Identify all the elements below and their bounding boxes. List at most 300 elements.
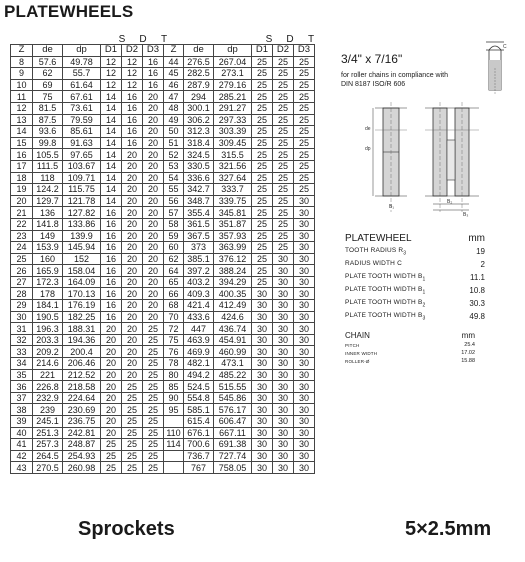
table-cell: 494.2	[184, 369, 214, 381]
table-cell: 385.1	[184, 253, 214, 265]
table-cell: 20	[143, 137, 164, 149]
table-cell: 20	[122, 323, 143, 335]
table-cell: 251.3	[33, 427, 63, 439]
table-cell: 736.7	[184, 450, 214, 462]
table-cell: 14	[101, 137, 122, 149]
table-cell: 212.52	[63, 369, 101, 381]
table-row	[11, 439, 315, 451]
table-cell: 25	[273, 184, 294, 196]
table-cell: 16	[122, 114, 143, 126]
table-cell: 25	[122, 416, 143, 428]
table-cell: 30	[252, 288, 273, 300]
svg-text:C: C	[503, 44, 507, 50]
table-cell: 110	[164, 427, 184, 439]
spec-label-text: TOOTH RADIUS R	[345, 246, 404, 254]
table-cell: 30	[252, 311, 273, 323]
col-header: de	[33, 45, 63, 57]
spec-label	[345, 286, 425, 295]
table-cell: 20	[122, 218, 143, 230]
table-cell: 85	[164, 381, 184, 393]
table-cell: 285.21	[214, 91, 252, 103]
table-cell: 49.78	[63, 56, 101, 68]
table-cell: 230.69	[63, 404, 101, 416]
table-row	[11, 126, 315, 138]
table-cell: 25	[273, 195, 294, 207]
table-cell: 30	[294, 253, 315, 265]
table-cell: 25	[143, 416, 164, 428]
table-cell: 20	[101, 392, 122, 404]
table-cell: 20	[143, 160, 164, 172]
table-cell: 767	[184, 462, 214, 474]
spec-label	[345, 260, 402, 269]
table-cell: 318.4	[184, 137, 214, 149]
table-cell: 20	[122, 311, 143, 323]
table-cell: 433.6	[184, 311, 214, 323]
table-cell: 25	[101, 462, 122, 474]
svg-text:de: de	[365, 126, 371, 132]
table-cell: 178	[33, 288, 63, 300]
table-cell: 25	[252, 242, 273, 254]
table-cell: 482.1	[184, 358, 214, 370]
table-cell: 194.36	[63, 334, 101, 346]
table-cell: 10	[11, 79, 33, 91]
table-cell: 25	[273, 149, 294, 161]
table-cell: 30	[294, 381, 315, 393]
table-header-row	[11, 45, 315, 57]
table-cell: 12	[11, 102, 33, 114]
table-cell: 141.8	[33, 218, 63, 230]
spec-label-text: RADIUS WIDTH C	[345, 259, 402, 267]
standard-description-line: for roller chains in compliance with	[341, 72, 448, 79]
table-cell: 30	[252, 346, 273, 358]
table-cell: 70	[164, 311, 184, 323]
table-cell: 236.75	[63, 416, 101, 428]
table-cell: 11	[11, 91, 33, 103]
table-cell: 30	[252, 416, 273, 428]
table-cell: 136	[33, 207, 63, 219]
table-row	[11, 172, 315, 184]
table-cell: 16	[11, 149, 33, 161]
table-cell: 30	[294, 311, 315, 323]
table-cell: 615.4	[184, 416, 214, 428]
table-cell: 30	[252, 439, 273, 451]
table-cell: 279.16	[214, 79, 252, 91]
table-cell: 40	[11, 427, 33, 439]
table-cell: 25	[143, 450, 164, 462]
table-cell: 30	[273, 334, 294, 346]
table-cell: 16	[122, 102, 143, 114]
table-cell: 351.87	[214, 218, 252, 230]
table-cell: 16	[101, 265, 122, 277]
table-cell: 18	[11, 172, 33, 184]
table-cell: 16	[101, 218, 122, 230]
table-cell: 30	[252, 358, 273, 370]
table-row	[11, 91, 315, 103]
table-cell: 20	[143, 207, 164, 219]
table-row	[11, 149, 315, 161]
table-cell: 576.17	[214, 404, 252, 416]
table-cell: 20	[122, 149, 143, 161]
spec-label-subscript: 3	[422, 315, 426, 322]
table-cell: 203.3	[33, 334, 63, 346]
table-cell: 727.74	[214, 450, 252, 462]
table-cell: 20	[101, 346, 122, 358]
table-cell: 25	[122, 392, 143, 404]
table-cell: 20	[101, 369, 122, 381]
table-cell: 242.81	[63, 427, 101, 439]
table-cell: 172.3	[33, 276, 63, 288]
platewheel-dimension-table	[10, 44, 315, 474]
table-row	[11, 230, 315, 242]
spec-label	[345, 273, 425, 282]
table-row	[11, 184, 315, 196]
table-cell: 25	[252, 102, 273, 114]
table-cell: 25	[252, 91, 273, 103]
table-cell: 25	[273, 242, 294, 254]
table-cell: 30	[294, 450, 315, 462]
table-cell: 64	[164, 265, 184, 277]
spec-label: PITCH	[345, 342, 360, 348]
table-row	[11, 114, 315, 126]
table-row	[11, 404, 315, 416]
table-cell: 49	[164, 114, 184, 126]
table-cell: 20	[122, 172, 143, 184]
table-cell: 30	[294, 276, 315, 288]
table-cell: 14	[101, 172, 122, 184]
double-sprocket-section	[425, 102, 479, 218]
table-cell: 16	[122, 91, 143, 103]
table-cell: 20	[122, 358, 143, 370]
table-cell: 24	[11, 242, 33, 254]
table-cell: 321.56	[214, 160, 252, 172]
table-cell: 25	[273, 126, 294, 138]
table-cell: 30	[294, 334, 315, 346]
table-cell: 257.3	[33, 439, 63, 451]
table-cell: 87.5	[33, 114, 63, 126]
col-header: dp	[214, 45, 252, 57]
table-cell: 20	[122, 334, 143, 346]
table-cell: 152	[63, 253, 101, 265]
table-cell: 118	[33, 172, 63, 184]
table-cell: 25	[101, 450, 122, 462]
table-row	[11, 137, 315, 149]
table-cell: 20	[122, 346, 143, 358]
table-cell: 294	[184, 91, 214, 103]
table-cell: 43	[11, 462, 33, 474]
platewheel-spec-row	[345, 284, 485, 297]
table-cell: 667.11	[214, 427, 252, 439]
spec-value: 17.02	[461, 350, 475, 356]
table-cell: 25	[252, 56, 273, 68]
table-cell: 30	[252, 381, 273, 393]
table-cell: 25	[273, 207, 294, 219]
col-header: D2	[122, 45, 143, 57]
standard-description	[341, 71, 481, 89]
table-cell: 79.59	[63, 114, 101, 126]
spec-value: 19	[476, 247, 485, 256]
spec-label	[345, 312, 425, 321]
table-cell: 282.5	[184, 68, 214, 80]
table-row	[11, 450, 315, 462]
table-cell: 454.91	[214, 334, 252, 346]
table-cell: 25	[273, 102, 294, 114]
table-cell: 25	[143, 439, 164, 451]
single-sprocket-section	[365, 102, 407, 212]
table-cell: 30	[273, 404, 294, 416]
table-cell: 25	[294, 137, 315, 149]
table-cell: 30	[252, 462, 273, 474]
spec-label-text: PLATE TOOTH WIDTH B	[345, 285, 423, 293]
table-cell: 214.6	[33, 358, 63, 370]
table-cell: 20	[143, 218, 164, 230]
table-cell: 20	[122, 253, 143, 265]
chain-size-heading: 3/4" x 7/16"	[341, 52, 403, 66]
table-cell: 287.9	[184, 79, 214, 91]
table-row	[11, 300, 315, 312]
table-cell: 336.6	[184, 172, 214, 184]
table-cell: 30	[273, 450, 294, 462]
table-cell: 25	[294, 114, 315, 126]
table-cell: 127.82	[63, 207, 101, 219]
table-cell: 51	[164, 137, 184, 149]
table-cell: 30	[252, 404, 273, 416]
table-cell: 291.27	[214, 102, 252, 114]
table-cell: 30	[273, 323, 294, 335]
table-cell: 190.5	[33, 311, 63, 323]
table-row	[11, 416, 315, 428]
table-cell: 20	[101, 416, 122, 428]
table-cell: 25	[294, 68, 315, 80]
table-cell: 21	[11, 207, 33, 219]
spec-label: ROLLER-Ø	[345, 358, 370, 364]
table-cell: 111.5	[33, 160, 63, 172]
table-cell: 330.5	[184, 160, 214, 172]
table-cell: 25	[252, 184, 273, 196]
table-cell: 25	[294, 172, 315, 184]
table-cell: 90	[164, 392, 184, 404]
table-cell: 165.9	[33, 265, 63, 277]
table-cell: 339.75	[214, 195, 252, 207]
chain-spec-list	[345, 330, 475, 365]
table-cell: 20	[143, 184, 164, 196]
table-cell: 61.64	[63, 79, 101, 91]
table-cell: 25	[252, 230, 273, 242]
table-cell: 52	[164, 149, 184, 161]
table-cell: 12	[122, 68, 143, 80]
spec-label-text: PLATE TOOTH WIDTH B	[345, 311, 423, 319]
table-cell: 20	[143, 102, 164, 114]
table-cell: 16	[101, 242, 122, 254]
sdt-label-t: T	[160, 34, 168, 45]
table-cell: 16	[101, 300, 122, 312]
spec-value: 11.1	[470, 273, 485, 282]
table-cell: 28	[11, 288, 33, 300]
table-cell: 485.22	[214, 369, 252, 381]
table-cell: 12	[122, 79, 143, 91]
table-cell: 25	[252, 195, 273, 207]
table-row	[11, 358, 315, 370]
table-cell: 25	[294, 160, 315, 172]
table-row	[11, 207, 315, 219]
table-cell: 14	[101, 149, 122, 161]
table-cell: 25	[273, 137, 294, 149]
table-cell: 25	[143, 358, 164, 370]
table-cell: 25	[122, 381, 143, 393]
sdt-label-s: S	[265, 34, 273, 45]
spec-value: 15.88	[461, 358, 475, 364]
table-cell: 8	[11, 56, 33, 68]
table-cell: 44	[164, 56, 184, 68]
table-cell: 297.33	[214, 114, 252, 126]
table-cell: 16	[101, 288, 122, 300]
table-cell: 20	[101, 404, 122, 416]
table-cell: 16	[101, 230, 122, 242]
table-cell: 25	[273, 160, 294, 172]
table-cell: 20	[143, 195, 164, 207]
svg-text:B₁: B₁	[389, 204, 395, 210]
table-cell: 39	[11, 416, 33, 428]
table-cell: 115.75	[63, 184, 101, 196]
table-cell: 72	[164, 323, 184, 335]
table-row	[11, 369, 315, 381]
table-row	[11, 253, 315, 265]
table-cell: 30	[294, 323, 315, 335]
table-cell: 20	[143, 172, 164, 184]
table-cell: 14	[101, 160, 122, 172]
table-cell: 30	[11, 311, 33, 323]
table-cell: 20	[101, 358, 122, 370]
table-cell: 20	[122, 300, 143, 312]
table-cell: 16	[101, 253, 122, 265]
table-cell: 22	[11, 218, 33, 230]
table-cell: 14	[101, 102, 122, 114]
table-cell: 30	[273, 300, 294, 312]
table-cell: 30	[273, 439, 294, 451]
spec-label-subscript: 3	[403, 250, 407, 257]
standard-description-line: DIN 8187 ISO/R 606	[341, 81, 406, 88]
table-row	[11, 323, 315, 335]
table-cell: 12	[122, 56, 143, 68]
table-cell: 30	[273, 288, 294, 300]
table-cell: 78	[164, 358, 184, 370]
table-cell: 30	[294, 416, 315, 428]
table-cell: 30	[273, 358, 294, 370]
table-cell: 300.1	[184, 102, 214, 114]
table-cell: 20	[143, 91, 164, 103]
table-cell: 16	[143, 68, 164, 80]
chain-spec-rows	[345, 341, 475, 365]
table-cell: 47	[164, 91, 184, 103]
table-cell: 170.13	[63, 288, 101, 300]
table-cell: 545.86	[214, 392, 252, 404]
table-cell: 46	[164, 79, 184, 91]
table-cell: 42	[11, 450, 33, 462]
table-cell: 55.7	[63, 68, 101, 80]
table-cell: 114	[164, 439, 184, 451]
table-cell: 424.6	[214, 311, 252, 323]
table-cell: 23	[11, 230, 33, 242]
table-row	[11, 381, 315, 393]
sdt-label-t: T	[307, 34, 315, 45]
table-cell: 15	[11, 137, 33, 149]
table-cell: 30	[294, 300, 315, 312]
spec-value: 2	[480, 260, 485, 269]
table-cell: 25	[252, 218, 273, 230]
table-cell: 55	[164, 184, 184, 196]
spec-label	[345, 247, 406, 256]
table-cell: 315.5	[214, 149, 252, 161]
table-cell: 26	[11, 265, 33, 277]
table-cell: 345.81	[214, 207, 252, 219]
table-cell: 25	[294, 149, 315, 161]
table-row	[11, 195, 315, 207]
chain-spec-header	[345, 330, 475, 341]
table-cell: 400.35	[214, 288, 252, 300]
table-cell: 145.94	[63, 242, 101, 254]
platewheel-spec-row	[345, 245, 485, 258]
table-cell: 306.2	[184, 114, 214, 126]
table-cell: 700.6	[184, 439, 214, 451]
table-cell: 30	[252, 300, 273, 312]
table-cell: 59	[164, 230, 184, 242]
sdt-label-d: D	[139, 34, 147, 45]
table-cell: 35	[11, 369, 33, 381]
table-cell: 270.5	[33, 462, 63, 474]
table-cell: 19	[11, 184, 33, 196]
table-cell: 32	[11, 334, 33, 346]
table-cell: 254.93	[63, 450, 101, 462]
table-cell: 260.98	[63, 462, 101, 474]
table-cell: 361.5	[184, 218, 214, 230]
platewheel-spec-row	[345, 271, 485, 284]
col-header: Z	[164, 45, 184, 57]
table-cell: 97.65	[63, 149, 101, 161]
table-cell	[164, 450, 184, 462]
table-cell: 309.45	[214, 137, 252, 149]
table-cell: 25	[122, 404, 143, 416]
table-cell: 85.61	[63, 126, 101, 138]
table-cell: 30	[252, 334, 273, 346]
table-cell: 25	[143, 346, 164, 358]
table-cell: 164.09	[63, 276, 101, 288]
table-cell: 25	[294, 102, 315, 114]
table-cell: 30	[294, 218, 315, 230]
table-cell: 515.55	[214, 381, 252, 393]
table-cell: 30	[294, 404, 315, 416]
chain-spec-row	[345, 349, 475, 357]
table-cell: 20	[143, 276, 164, 288]
table-cell: 30	[273, 381, 294, 393]
table-cell: 62	[164, 253, 184, 265]
table-cell: 333.7	[214, 184, 252, 196]
table-cell: 153.9	[33, 242, 63, 254]
table-cell: 469.9	[184, 346, 214, 358]
table-row	[11, 265, 315, 277]
table-cell: 34	[11, 358, 33, 370]
chain-spec-row	[345, 341, 475, 349]
table-row	[11, 102, 315, 114]
table-cell: 67.61	[63, 91, 101, 103]
table-cell: 188.31	[63, 323, 101, 335]
table-cell: 14	[101, 114, 122, 126]
table-cell: 25	[273, 56, 294, 68]
table-cell: 30	[294, 358, 315, 370]
table-cell: 20	[122, 369, 143, 381]
platewheel-spec-header	[345, 232, 485, 245]
spec-label-subscript: 1	[422, 276, 426, 283]
table-cell: 25	[252, 253, 273, 265]
col-header: D2	[273, 45, 294, 57]
